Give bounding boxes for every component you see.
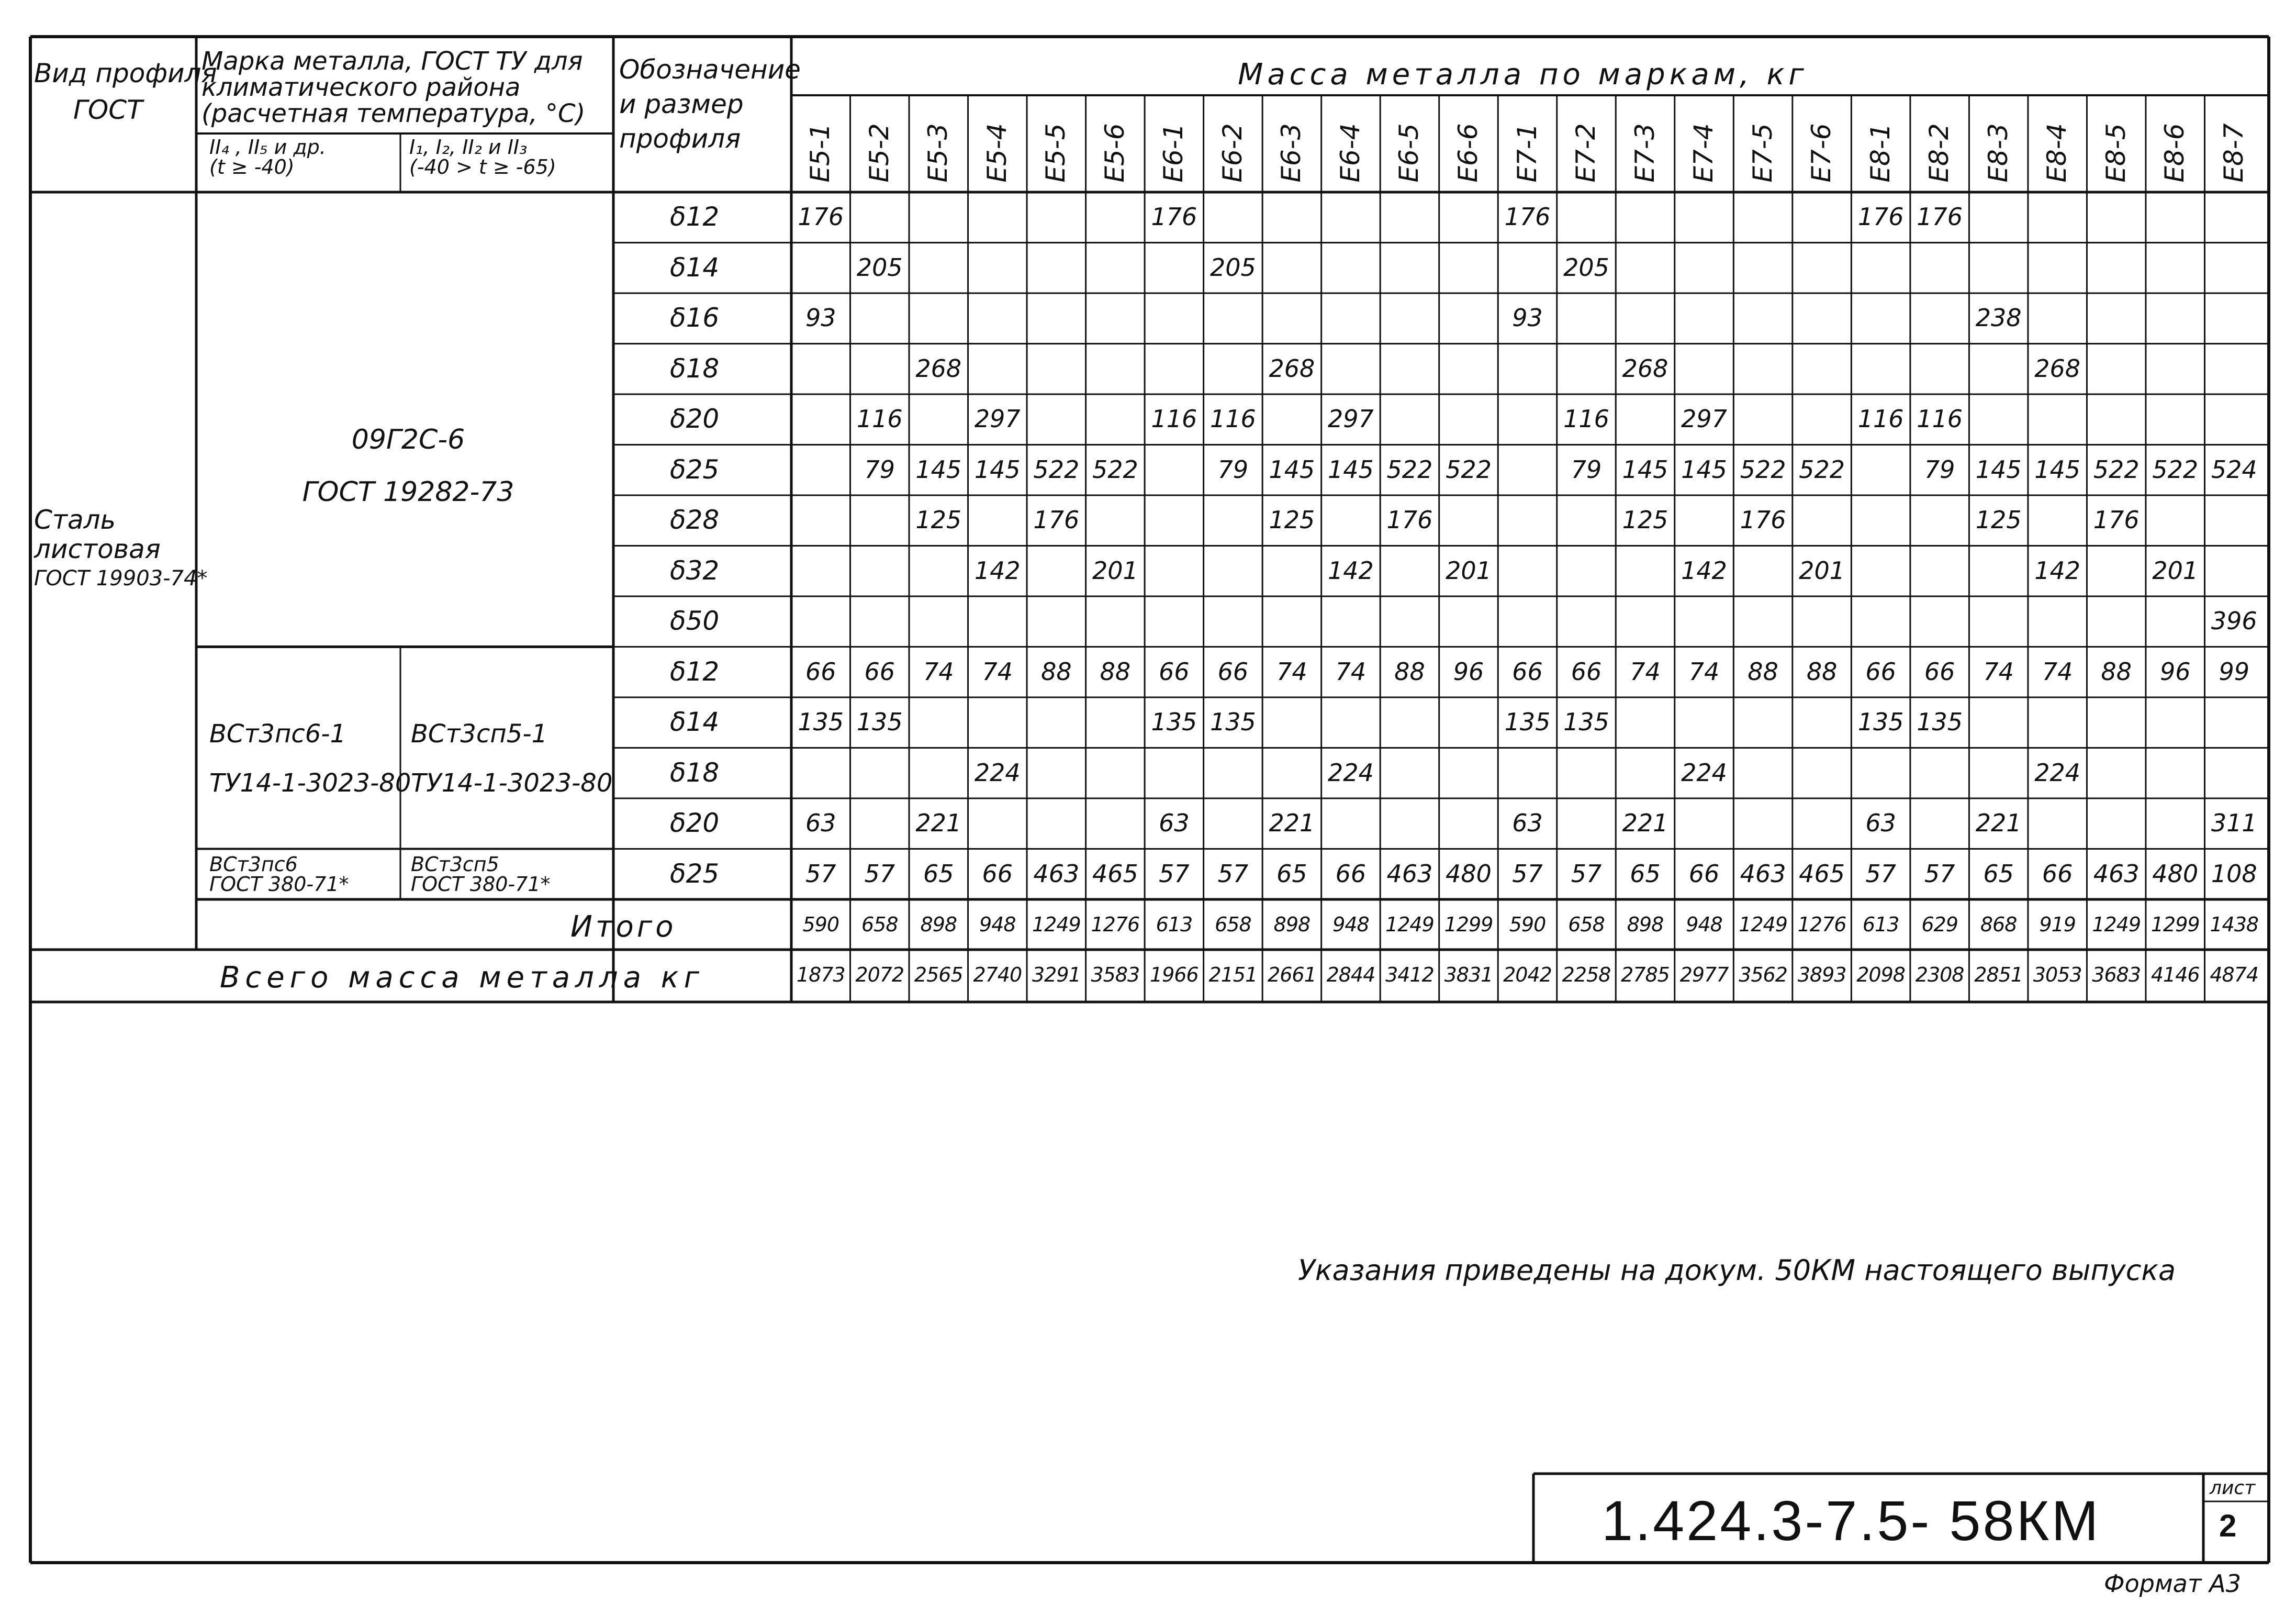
header-profile-type-line1: Вид профиля [34,58,217,88]
mass-cell: 522 [1033,455,1080,484]
total-cell: 1873 [796,963,845,986]
sheet-label: лист [2210,1477,2256,1499]
mass-cell: 96 [2159,657,2191,686]
total-cell: 2042 [1503,963,1552,986]
subtotal-cell: 1249 [1739,913,1787,936]
mass-cell: 125 [1975,506,2022,534]
mark-header: Е6-6 [1452,123,1483,183]
mass-cell: 74 [1276,657,1307,686]
mass-cell: 145 [1975,455,2022,484]
subtotal-cell: 868 [1980,913,2017,936]
mass-cell: 176 [1740,506,1786,534]
mass-cell: 135 [1563,708,1609,736]
header-grade-sub-left-2: (t ≥ -40) [209,155,295,179]
profile-size: δ18 [670,757,720,788]
mass-cell: 57 [864,859,895,888]
total-cell: 2151 [1208,963,1258,986]
mass-cell: 66 [864,657,895,686]
group2-left-line2: ТУ14-1-3023-80 [209,768,411,798]
mass-cell: 88 [1041,657,1072,686]
group3-left-line1: ВСт3пс6 [209,853,298,876]
mark-header: Е7-6 [1806,123,1837,183]
mass-cell: 145 [1622,455,1668,484]
mark-header: Е6-5 [1394,123,1425,183]
mark-header: Е6-3 [1276,123,1307,183]
total-cell: 4146 [2151,963,2200,986]
header-grade [201,48,585,127]
header-grade-sub-left [209,137,326,177]
mass-cell: 205 [856,253,903,282]
header-grade-line2: климатического района [201,73,521,102]
mass-cell: 108 [2211,859,2257,888]
mass-cell: 66 [1217,657,1249,686]
mark-header: Е5-3 [923,123,954,183]
header-grade-sub-right-2: (-40 > t ≥ -65) [409,155,556,179]
group2-right-line1: ВСт3сп5-1 [411,719,548,749]
mass-cell: 224 [1328,758,1374,787]
mass-cell: 57 [1865,859,1896,888]
section-label [34,505,207,593]
subtotal-cell: 1299 [1444,913,1493,936]
mark-header: Е7-3 [1629,123,1660,183]
mass-cell: 221 [915,809,962,837]
mass-cell: 522 [1740,455,1786,484]
mass-cell: 297 [974,405,1021,433]
profile-size: δ50 [670,606,720,636]
mark-header: Е7-4 [1688,123,1719,183]
mass-cell: 66 [805,657,836,686]
mass-cell: 201 [1092,556,1138,585]
mark-header: Е8-6 [2159,123,2190,183]
total-cell: 2098 [1856,963,1905,986]
mass-cell: 135 [798,708,844,736]
mass-cell: 135 [856,708,903,736]
mass-cell: 224 [974,758,1021,787]
mass-cell: 480 [2152,859,2199,888]
section-label-line3: ГОСТ 19903-74* [34,566,208,591]
mass-cell: 522 [2093,455,2140,484]
mass-cell: 201 [1446,556,1492,585]
mass-cell: 142 [1681,556,1727,585]
mass-cell: 268 [1269,354,1315,383]
mark-header: Е7-2 [1571,123,1601,183]
subtotal-cell: 1249 [1032,913,1081,936]
mass-cell: 145 [915,455,962,484]
total-cell: 3683 [2092,963,2141,986]
group3-right-grade [411,854,551,894]
profile-size: δ25 [670,454,720,485]
mass-cell: 79 [1924,455,1955,484]
mark-header: Е5-2 [864,123,894,183]
profile-size: δ20 [670,808,720,838]
format-label: Формат А3 [2104,1569,2241,1598]
group1-grade-line2: ГОСТ 19282-73 [302,476,514,508]
mass-cell: 88 [1394,657,1425,686]
mass-cell: 221 [1975,809,2022,837]
mass-cell: 57 [1924,859,1955,888]
mass-cell: 66 [1924,657,1955,686]
header-grade-sub-right [409,137,556,177]
subtotal-cell: 658 [1215,913,1251,936]
mass-cell: 221 [1269,809,1315,837]
mass-cell: 63 [1865,809,1896,837]
mass-cell: 66 [982,859,1013,888]
mass-cell: 116 [1151,405,1197,433]
mass-cell: 65 [1983,859,2014,888]
mass-cell: 145 [974,455,1021,484]
mass-cell: 201 [2152,556,2199,585]
group1-grade-line1: 09Г2С-6 [351,424,465,455]
mass-cell: 145 [2034,455,2081,484]
mass-cell: 238 [1975,304,2022,332]
mass-cell: 311 [2211,809,2257,837]
profile-size: δ25 [670,858,720,889]
mass-cell: 205 [1563,253,1609,282]
mass-cell: 99 [2219,657,2249,686]
mark-header: Е8-7 [2218,123,2249,183]
mass-cell: 463 [1033,859,1080,888]
mass-cell: 57 [1217,859,1249,888]
mass-cell: 65 [1630,859,1661,888]
mark-header: Е8-2 [1924,123,1955,183]
mass-cell: 63 [1512,809,1543,837]
mass-cell: 93 [1512,304,1543,332]
mass-cell: 201 [1799,556,1845,585]
mass-cell: 74 [1335,657,1367,686]
profile-size: δ12 [670,656,720,687]
mass-cell: 79 [1571,455,1602,484]
mass-cell: 176 [1151,203,1197,231]
mass-cell: 66 [1512,657,1543,686]
subtotal-label: Итого [570,910,677,944]
total-cell: 1966 [1150,963,1199,986]
mass-cell: 463 [1740,859,1786,888]
mass-cell: 135 [1857,708,1904,736]
drawing-code: 1.424.3-7.5- 58КМ [1601,1489,2101,1552]
subtotal-cell: 948 [1686,913,1722,936]
header-designation-line3: профиля [619,124,741,154]
mass-cell: 465 [1092,859,1138,888]
mass-cell: 66 [2042,859,2073,888]
mass-cell: 57 [1159,859,1190,888]
mass-cell: 74 [1630,657,1661,686]
mass-cell: 88 [1100,657,1131,686]
profile-size: δ14 [670,707,720,737]
mass-cell: 125 [1269,506,1315,534]
mass-cell: 135 [1917,708,1963,736]
mark-header: Е7-5 [1747,123,1778,183]
total-cell: 3583 [1091,963,1140,986]
total-cell: 2565 [914,963,963,986]
total-cell: 2851 [1974,963,2023,986]
group2-left-line1: ВСт3пс6-1 [209,719,346,749]
total-cell: 2785 [1621,963,1670,986]
mass-cell: 145 [1269,455,1315,484]
total-cell: 2977 [1679,963,1729,986]
mass-cell: 297 [1328,405,1374,433]
mass-cell: 176 [798,203,844,231]
profile-size: δ12 [670,202,720,232]
mark-header: Е5-6 [1099,123,1130,183]
mass-cell: 66 [1688,859,1720,888]
subtotal-cell: 590 [1509,913,1546,936]
mass-cell: 205 [1209,253,1256,282]
subtotal-cell: 658 [1568,913,1605,936]
mass-cell: 135 [1504,708,1551,736]
profile-size: δ14 [670,252,720,283]
mass-cell: 74 [1688,657,1720,686]
subtotal-cell: 590 [802,913,839,936]
mass-cell: 396 [2211,607,2257,635]
mass-cell: 63 [1159,809,1190,837]
mass-cell: 176 [1917,203,1963,231]
mass-cell: 524 [2211,455,2257,484]
header-grade-line3: (расчетная температура, °С) [201,99,586,128]
mass-cell: 522 [1446,455,1492,484]
mass-cell: 88 [1806,657,1838,686]
total-cell: 3053 [2033,963,2082,986]
mass-cell: 176 [2093,506,2140,534]
mark-header: Е7-1 [1511,123,1542,183]
subtotal-cell: 898 [1273,913,1311,936]
subtotal-cell: 613 [1156,913,1193,936]
mass-cell: 65 [1276,859,1307,888]
mass-cell: 66 [1865,657,1896,686]
header-designation-line1: Обозначение [619,54,801,85]
mass-cell: 88 [2101,657,2132,686]
header-grade-line1: Марка металла, ГОСТ ТУ для [201,47,583,76]
mass-cell: 135 [1151,708,1197,736]
mass-cell: 66 [1335,859,1367,888]
mass-cell: 145 [1681,455,1727,484]
mass-cell: 142 [974,556,1021,585]
mass-cell: 66 [1571,657,1602,686]
header-grade-sub-right-1: I₁, I₂, II₂ и II₃ [409,136,528,159]
mass-cell: 79 [864,455,895,484]
header-designation-line2: и размер [619,89,744,119]
mass-cell: 116 [1563,405,1609,433]
profile-size: δ32 [670,555,720,586]
subtotal-cell: 948 [1332,913,1369,936]
subtotal-cell: 1276 [1797,913,1846,936]
mass-cell: 465 [1799,859,1845,888]
mass-cell: 176 [1857,203,1904,231]
header-designation [619,52,801,156]
total-cell: 4874 [2210,963,2259,986]
subtotal-cell: 1276 [1091,913,1140,936]
section-label-line1: Сталь [34,505,116,535]
subtotal-cell: 1438 [2210,913,2259,936]
subtotal-cell: 1249 [1385,913,1434,936]
mass-cell: 522 [1799,455,1845,484]
mass-cell: 116 [856,405,903,433]
subtotal-cell: 1299 [2151,913,2200,936]
mass-cell: 297 [1681,405,1727,433]
mark-header: Е5-5 [1040,123,1071,183]
total-cell: 2844 [1326,963,1375,986]
total-cell: 2740 [973,963,1022,986]
mass-cell: 93 [805,304,836,332]
mark-header: Е8-3 [1983,123,2013,183]
group1-grade [201,414,615,518]
mass-cell: 63 [805,809,836,837]
mass-cell: 96 [1453,657,1484,686]
mass-cell: 116 [1917,405,1963,433]
group2-left-grade [209,709,411,808]
mass-cell: 57 [1512,859,1543,888]
subtotal-cell: 919 [2039,913,2076,936]
mass-cell: 74 [2042,657,2073,686]
mass-cell: 74 [923,657,954,686]
mass-cell: 142 [2034,556,2081,585]
mass-cell: 57 [1571,859,1602,888]
mass-cell: 74 [1983,657,2014,686]
mass-cell: 116 [1857,405,1904,433]
mass-cell: 79 [1217,455,1249,484]
mass-cell: 88 [1748,657,1778,686]
note-text: Указания приведены на докум. 50КМ настоящего выпуска [1298,1254,2176,1287]
total-cell: 3831 [1444,963,1493,986]
mass-cell: 224 [2034,758,2081,787]
total-cell: 3291 [1032,963,1081,986]
group2-right-line2: ТУ14-1-3023-80 [411,768,613,798]
mass-cell: 142 [1328,556,1374,585]
mass-cell: 65 [923,859,954,888]
profile-size: δ28 [670,505,720,535]
total-cell: 2661 [1268,963,1316,986]
header-profile-type-line2: ГОСТ [73,95,143,125]
mass-cell: 268 [2034,354,2081,383]
total-cell: 2258 [1562,963,1611,986]
total-cell: 2072 [855,963,904,986]
subtotal-cell: 658 [861,913,898,936]
header-grade-sub-left-1: II₄ , II₅ и др. [209,136,326,159]
mass-cell: 135 [1209,708,1256,736]
mass-cell: 66 [1159,657,1190,686]
subtotal-cell: 898 [920,913,957,936]
profile-size: δ18 [670,353,720,384]
subtotal-cell: 948 [979,913,1016,936]
mass-cell: 463 [1386,859,1433,888]
mark-header: Е6-1 [1158,123,1189,183]
group3-left-grade [209,854,349,894]
mass-cell: 176 [1386,506,1433,534]
mass-cell: 176 [1504,203,1551,231]
profile-size: δ20 [670,404,720,434]
mass-cell: 176 [1033,506,1080,534]
mass-cell: 221 [1622,809,1668,837]
total-cell: 3893 [1797,963,1846,986]
mark-header: Е8-4 [2042,123,2073,183]
section-label-line2: листовая [34,534,161,564]
mark-header: Е5-1 [805,123,836,183]
group2-right-grade [411,709,612,808]
mass-cell: 463 [2093,859,2140,888]
mass-cell: 522 [1092,455,1138,484]
mass-cell: 224 [1681,758,1727,787]
mass-cell: 125 [915,506,962,534]
mass-cell: 522 [1386,455,1433,484]
total-cell: 3562 [1739,963,1787,986]
header-profile-type [34,55,217,128]
group3-right-line1: ВСт3сп5 [411,853,499,876]
mark-header: Е5-4 [981,123,1012,183]
total-label: Всего масса металла кг [220,961,704,995]
sheet-number: 2 [2219,1508,2237,1543]
mass-cell: 522 [2152,455,2199,484]
profile-size: δ16 [670,303,720,333]
mass-cell: 116 [1209,405,1256,433]
total-cell: 2308 [1915,963,1964,986]
mass-cell: 57 [805,859,836,888]
subtotal-cell: 629 [1921,913,1958,936]
mark-header: Е8-5 [2100,123,2131,183]
mark-header: Е6-4 [1335,123,1365,183]
mark-header: Е8-1 [1865,123,1896,183]
group3-left-line2: ГОСТ 380-71* [209,873,349,896]
mass-cell: 268 [915,354,962,383]
mark-header: Е6-2 [1217,123,1248,183]
mass-cell: 145 [1328,455,1374,484]
total-cell: 3412 [1385,963,1434,986]
mass-cell: 74 [982,657,1013,686]
header-mass-title: Масса металла по маркам, кг [1238,58,1808,92]
subtotal-cell: 1249 [2092,913,2141,936]
mass-cell: 268 [1622,354,1668,383]
subtotal-cell: 898 [1627,913,1664,936]
group3-right-line2: ГОСТ 380-71* [411,873,551,896]
subtotal-cell: 613 [1862,913,1899,936]
mass-cell: 480 [1446,859,1492,888]
mass-cell: 125 [1622,506,1668,534]
